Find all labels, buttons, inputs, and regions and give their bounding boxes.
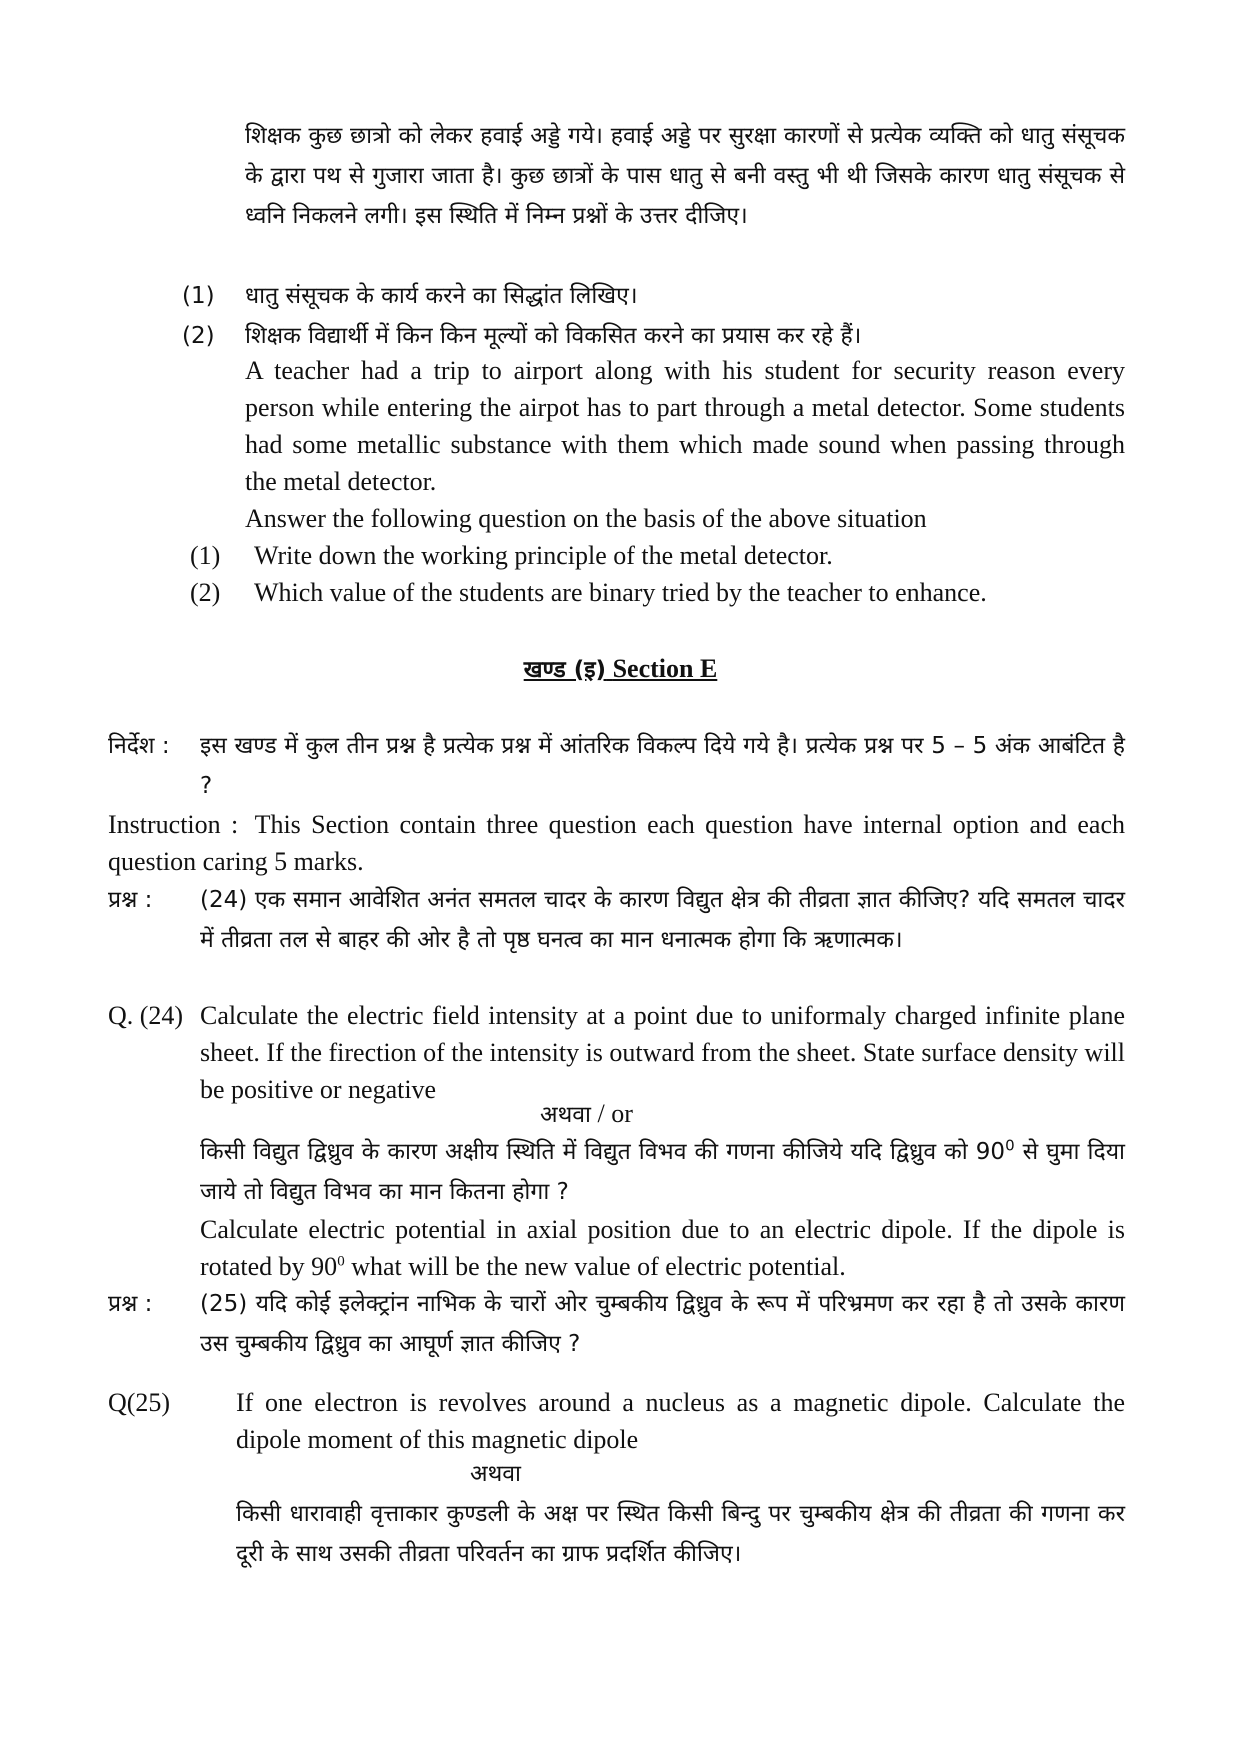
intro-english-text: A teacher had a trip to airport along with his student for security reason every person while entering the airpot has to part through a metal detector. Some students had some metallic substance with them which made sound when passing through the metal detector.: [245, 356, 1125, 496]
q24-hindi-label: प्रश्न :: [108, 887, 153, 913]
q24-alt-hindi: [200, 1132, 1125, 1212]
q24-alt-english: [200, 1211, 1125, 1285]
section-title-hindi: खण्ड (इ): [523, 657, 607, 683]
item-number: (1): [190, 541, 221, 570]
item-text: धातु संसूचक के कार्य करने का सिद्धांत लिखिए।: [245, 283, 638, 309]
q25-english: [108, 1384, 1125, 1458]
list-item: [190, 537, 1125, 574]
instruction-hindi-label: निर्देश :: [108, 733, 170, 759]
degree-superscript: 0: [1005, 1136, 1015, 1155]
q24-english-text: Calculate the electric field intensity at a point due to uniformaly charged infinite plane sheet. If the firection of the intensity is outward from the sheet. State surface density will be positive or negative: [200, 1001, 1125, 1104]
q24-english-label: Q. (24): [108, 1001, 184, 1030]
q25-alt-hindi-text: किसी धारावाही वृत्ताकार कुण्डली के अक्ष पर स्थित किसी बिन्दु पर चुम्बकीय क्षेत्र की तीव्रता की गणना कर दूरी के साथ उसकी तीव्रता परिवर्तन का ग्राफ प्रदर्शित कीजिए।: [236, 1501, 1125, 1567]
list-item: [190, 574, 1125, 611]
degree-superscript: 0: [337, 1253, 345, 1270]
intro-hindi-paragraph: [245, 116, 1125, 236]
q25-hindi-number: (25): [200, 1291, 248, 1317]
intro-english-lead: Answer the following question on the basis of the above situation: [245, 504, 927, 533]
q25-or: [470, 1454, 670, 1494]
item-number: (2): [190, 578, 221, 607]
q24-hindi-body: एक समान आवेशित अनंत समतल चादर के कारण विद्युत क्षेत्र की तीव्रता ज्ञात कीजिए? यदि समतल चादर में तीव्रता तल से बाहर की ओर है तो पृष्ठ घनत्व का मान धनात्मक होगा कि ऋणात्मक।: [200, 887, 1126, 953]
section-heading: [0, 650, 1241, 690]
or-hindi: अथवा: [470, 1461, 522, 1487]
instruction-english: [108, 806, 1125, 880]
instruction-hindi: [108, 726, 1125, 806]
q24-alt-english-a: Calculate electric potential in axial position due to an electric dipole. If the dipole is rotated by 90: [200, 1215, 1125, 1281]
q24-alt-english-b: what will be the new value of electric potential.: [344, 1252, 846, 1281]
item-text: Which value of the students are binary tried by the teacher to enhance.: [254, 578, 987, 607]
or-separator: /: [597, 1099, 605, 1128]
q24-hindi-number: (24): [200, 887, 248, 913]
list-item: [182, 316, 1125, 356]
intro-english-items: [190, 537, 1125, 611]
q24-english: [108, 997, 1125, 1108]
q25-hindi: [108, 1284, 1125, 1364]
item-number: (2): [182, 323, 215, 349]
or-english: or: [611, 1099, 633, 1128]
instruction-english-label: Instruction :: [108, 810, 239, 839]
item-text: शिक्षक विद्यार्थी में किन किन मूल्यों को विकसित करने का प्रयास कर रहे हैं।: [245, 323, 862, 349]
intro-hindi-text: शिक्षक कुछ छात्रो को लेकर हवाई अड्डे गये। हवाई अड्डे पर सुरक्षा कारणों से प्रत्येक व्यक्ति को धातु संसूचक के द्वारा पथ से गुजारा जाता है। कुछ छात्रों के पास धातु से बनी वस्तु भी थी जिसके कारण धातु संसूचक से ध्वनि निकलने लगी। इस स्थिति में निम्न प्रश्नों के उत्तर दीजिए।: [245, 123, 1125, 229]
q25-english-text: If one electron is revolves around a nucleus as a magnetic dipole. Calculate the dipole moment of this magnetic dipole: [236, 1388, 1125, 1454]
q25-hindi-label: प्रश्न :: [108, 1291, 153, 1317]
q24-or: [540, 1095, 840, 1135]
instruction-hindi-text: इस खण्ड में कुल तीन प्रश्न है प्रत्येक प्रश्न में आंतरिक विकल्प दिये गये है। प्रत्येक प्रश्न पर 5 – 5 अंक आबंटित है ?: [200, 733, 1125, 799]
intro-hindi-items: [182, 276, 1125, 356]
q25-english-label: Q(25): [108, 1388, 171, 1417]
intro-english-paragraph: [245, 352, 1125, 537]
list-item: [182, 276, 1125, 316]
q25-hindi-text: [200, 1284, 1125, 1364]
item-number: (1): [182, 283, 215, 309]
q24-hindi: [108, 880, 1125, 960]
q24-alt-hindi-a: किसी विद्युत द्विध्रुव के कारण अक्षीय स्थिति में विद्युत विभव की गणना कीजिये यदि द्विध्रुव को 90: [200, 1139, 1006, 1165]
item-text: Write down the working principle of the metal detector.: [254, 541, 833, 570]
q24-hindi-text: [200, 880, 1125, 960]
q24-alt-hindi-b: से घुमा दिया जाये तो विद्युत विभव का मान कितना होगा ?: [200, 1139, 1125, 1205]
or-hindi: अथवा: [540, 1102, 592, 1128]
instruction-english-text: This Section contain three question each question have internal option and each question caring 5 marks.: [108, 810, 1126, 876]
section-title-english: Section E: [612, 654, 718, 683]
q25-hindi-body: यदि कोई इलेक्ट्रांन नाभिक के चारों ओर चुम्बकीय द्विध्रुव के रूप में परिभ्रमण कर रहा है तो उसके कारण उस चुम्बकीय द्विध्रुव का आघूर्ण ज्ञात कीजिए ?: [200, 1291, 1125, 1357]
q25-alt-hindi: [236, 1494, 1125, 1574]
